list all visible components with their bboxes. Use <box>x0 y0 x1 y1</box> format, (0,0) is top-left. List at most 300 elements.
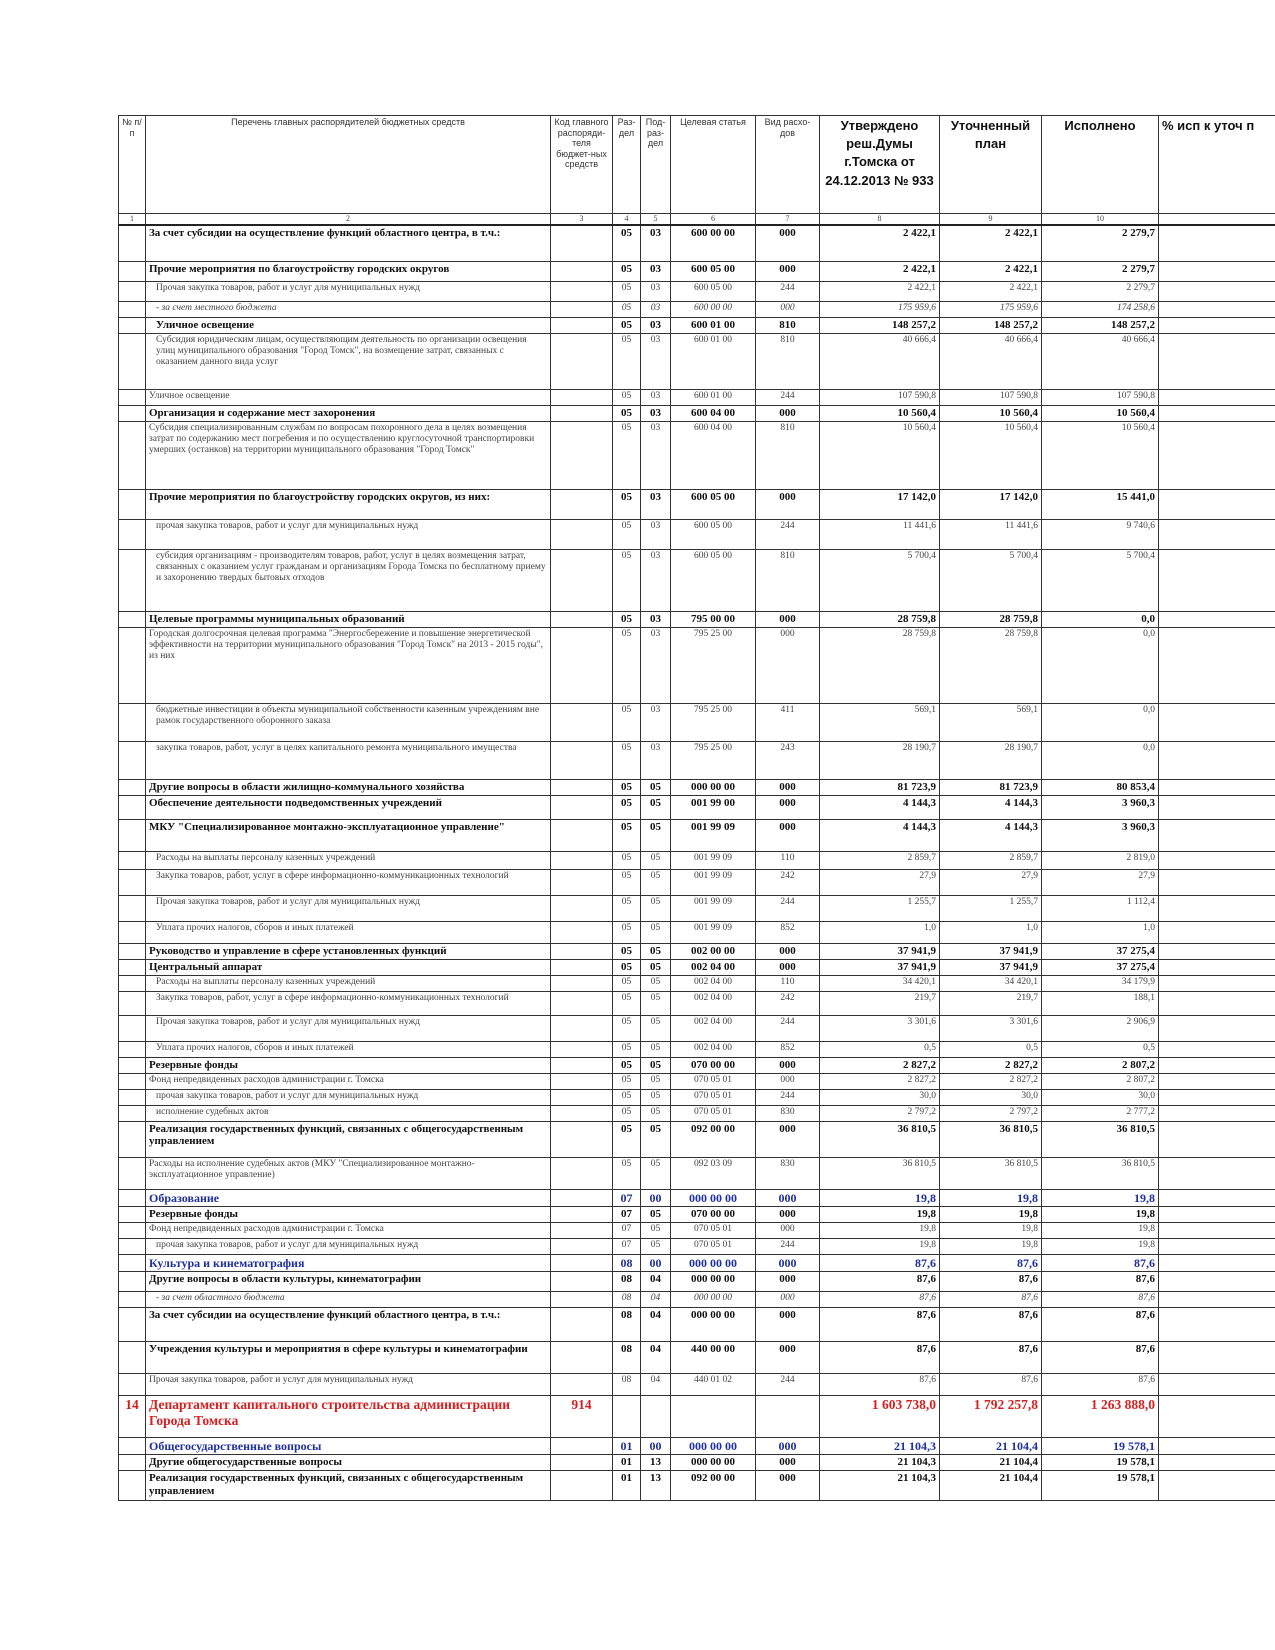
row-vid-cell: 810 <box>756 317 820 333</box>
row-executed-cell: 2 807,2 <box>1042 1073 1159 1089</box>
row-executed-cell: 19,8 <box>1042 1189 1159 1206</box>
row-razdel-cell: 07 <box>613 1206 641 1222</box>
row-percent-cell <box>1159 851 1275 869</box>
index-cell: 8 <box>820 214 940 226</box>
row-refined-cell: 5 700,4 <box>940 549 1042 611</box>
row-code-cell <box>551 281 613 301</box>
row-vid-cell: 000 <box>756 1291 820 1307</box>
row-name-cell: Прочая закупка товаров, работ и услуг для муниципальных нужд <box>146 895 551 921</box>
row-percent-cell <box>1159 795 1275 819</box>
table-row <box>119 1454 1275 1470</box>
row-razdel-cell: 01 <box>613 1437 641 1454</box>
row-executed-cell: 174 258,6 <box>1042 301 1159 317</box>
row-razdel-cell: 07 <box>613 1222 641 1238</box>
row-approved-cell: 19,8 <box>820 1206 940 1222</box>
row-podrazdel-cell: 05 <box>641 959 671 975</box>
row-approved-cell: 19,8 <box>820 1238 940 1254</box>
row-target-cell: 070 05 01 <box>671 1089 756 1105</box>
table-row <box>119 959 1275 975</box>
row-razdel-cell: 05 <box>613 1041 641 1057</box>
row-num-cell <box>119 1157 146 1189</box>
index-cell: 5 <box>641 214 671 226</box>
row-name-cell: Фонд непредвиденных расходов администрации г. Томска <box>146 1222 551 1238</box>
row-razdel-cell: 08 <box>613 1341 641 1373</box>
row-razdel-cell: 05 <box>613 1057 641 1073</box>
row-podrazdel-cell: 03 <box>641 317 671 333</box>
index-cell: 10 <box>1042 214 1159 226</box>
table-row <box>119 301 1275 317</box>
row-percent-cell <box>1159 819 1275 851</box>
row-executed-cell: 0,0 <box>1042 703 1159 741</box>
row-approved-cell: 19,8 <box>820 1222 940 1238</box>
row-refined-cell: 21 104,4 <box>940 1437 1042 1454</box>
row-razdel-cell: 08 <box>613 1291 641 1307</box>
row-name-cell: Закупка товаров, работ, услуг в сфере информационно-коммуникационных технологий <box>146 869 551 895</box>
row-num-cell <box>119 389 146 405</box>
row-vid-cell: 000 <box>756 1206 820 1222</box>
row-name-cell: Прочая закупка товаров, работ и услуг для муниципальных нужд <box>146 1015 551 1041</box>
row-target-cell: 000 00 00 <box>671 779 756 795</box>
row-code-cell <box>551 1222 613 1238</box>
row-target-cell: 002 04 00 <box>671 1041 756 1057</box>
table-row <box>119 261 1275 281</box>
table-row <box>119 921 1275 943</box>
row-podrazdel-cell: 03 <box>641 627 671 703</box>
row-executed-cell: 19,8 <box>1042 1238 1159 1254</box>
row-name-cell: Реализация государственных функций, связанных с общегосударственным управлением <box>146 1121 551 1157</box>
row-podrazdel-cell: 05 <box>641 795 671 819</box>
row-target-cell: 000 00 00 <box>671 1437 756 1454</box>
row-name-cell: Резервные фонды <box>146 1206 551 1222</box>
row-num-cell <box>119 1254 146 1271</box>
row-target-cell: 002 04 00 <box>671 959 756 975</box>
row-podrazdel-cell: 05 <box>641 1222 671 1238</box>
row-target-cell: 600 05 00 <box>671 261 756 281</box>
row-approved-cell: 2 422,1 <box>820 225 940 261</box>
row-percent-cell <box>1159 1454 1275 1470</box>
row-refined-cell: 37 941,9 <box>940 959 1042 975</box>
index-cell: 1 <box>119 214 146 226</box>
row-name-cell: Департамент капитального строительства администрации Города Томска <box>146 1395 551 1437</box>
row-num-cell <box>119 703 146 741</box>
row-vid-cell: 244 <box>756 1238 820 1254</box>
row-percent-cell <box>1159 1470 1275 1500</box>
row-refined-cell: 19,8 <box>940 1206 1042 1222</box>
header-percent: % исп к уточ п <box>1159 116 1275 214</box>
row-refined-cell: 2 797,2 <box>940 1105 1042 1121</box>
row-refined-cell: 4 144,3 <box>940 795 1042 819</box>
row-vid-cell: 000 <box>756 1073 820 1089</box>
table-row <box>119 1373 1275 1395</box>
row-target-cell: 000 00 00 <box>671 1454 756 1470</box>
row-percent-cell <box>1159 421 1275 489</box>
row-code-cell <box>551 819 613 851</box>
row-approved-cell: 2 827,2 <box>820 1073 940 1089</box>
row-approved-cell: 2 797,2 <box>820 1105 940 1121</box>
row-name-cell: Реализация государственных функций, связанных с общегосударственным управлением <box>146 1470 551 1500</box>
row-num-cell <box>119 1454 146 1470</box>
row-target-cell: 000 00 00 <box>671 1307 756 1341</box>
table-row <box>119 1222 1275 1238</box>
table-row <box>119 779 1275 795</box>
header-target: Целевая статья <box>671 116 756 214</box>
row-num-cell <box>119 1470 146 1500</box>
row-razdel-cell: 05 <box>613 389 641 405</box>
table-row <box>119 869 1275 895</box>
row-approved-cell: 87,6 <box>820 1373 940 1395</box>
row-vid-cell: 000 <box>756 405 820 421</box>
row-podrazdel-cell: 05 <box>641 991 671 1015</box>
table-row <box>119 1254 1275 1271</box>
row-refined-cell: 87,6 <box>940 1254 1042 1271</box>
row-refined-cell: 28 759,8 <box>940 611 1042 627</box>
row-refined-cell: 4 144,3 <box>940 819 1042 851</box>
row-percent-cell <box>1159 779 1275 795</box>
row-approved-cell: 10 560,4 <box>820 421 940 489</box>
row-executed-cell: 30,0 <box>1042 1089 1159 1105</box>
row-vid-cell: 000 <box>756 1470 820 1500</box>
row-razdel-cell: 05 <box>613 795 641 819</box>
row-razdel-cell <box>613 1395 641 1437</box>
row-vid-cell: 242 <box>756 869 820 895</box>
table-row <box>119 333 1275 389</box>
row-podrazdel-cell: 04 <box>641 1373 671 1395</box>
row-name-cell: Общегосударственные вопросы <box>146 1437 551 1454</box>
row-executed-cell: 36 810,5 <box>1042 1121 1159 1157</box>
row-podrazdel-cell: 03 <box>641 741 671 779</box>
row-razdel-cell: 05 <box>613 405 641 421</box>
row-num-cell <box>119 1121 146 1157</box>
table-row <box>119 1437 1275 1454</box>
row-vid-cell: 000 <box>756 1222 820 1238</box>
row-refined-cell: 19,8 <box>940 1189 1042 1206</box>
row-code-cell <box>551 405 613 421</box>
row-razdel-cell: 05 <box>613 333 641 389</box>
row-code-cell <box>551 991 613 1015</box>
row-num-cell <box>119 1206 146 1222</box>
row-approved-cell: 1 603 738,0 <box>820 1395 940 1437</box>
row-percent-cell <box>1159 489 1275 519</box>
row-percent-cell <box>1159 1015 1275 1041</box>
row-target-cell: 600 00 00 <box>671 225 756 261</box>
row-percent-cell <box>1159 281 1275 301</box>
row-vid-cell: 000 <box>756 261 820 281</box>
table-row <box>119 1057 1275 1073</box>
row-razdel-cell: 05 <box>613 1073 641 1089</box>
row-executed-cell: 3 960,3 <box>1042 795 1159 819</box>
row-podrazdel-cell: 13 <box>641 1470 671 1500</box>
row-podrazdel-cell: 03 <box>641 489 671 519</box>
row-name-cell: - за счет областного бюджета <box>146 1291 551 1307</box>
row-executed-cell: 10 560,4 <box>1042 405 1159 421</box>
row-name-cell: Другие вопросы в области жилищно-коммунального хозяйства <box>146 779 551 795</box>
row-code-cell <box>551 1105 613 1121</box>
row-refined-cell: 3 301,6 <box>940 1015 1042 1041</box>
header-executed: Исполнено <box>1042 116 1159 214</box>
row-target-cell: 001 99 00 <box>671 795 756 819</box>
row-vid-cell: 244 <box>756 1089 820 1105</box>
row-approved-cell: 569,1 <box>820 703 940 741</box>
row-name-cell: Руководство и управление в сфере установленных функций <box>146 943 551 959</box>
row-executed-cell: 188,1 <box>1042 991 1159 1015</box>
row-approved-cell: 28 759,8 <box>820 611 940 627</box>
row-approved-cell: 36 810,5 <box>820 1157 940 1189</box>
row-razdel-cell: 07 <box>613 1238 641 1254</box>
row-razdel-cell: 05 <box>613 301 641 317</box>
row-executed-cell: 148 257,2 <box>1042 317 1159 333</box>
row-name-cell: МКУ "Специализированное монтажно-эксплуатационное управление" <box>146 819 551 851</box>
row-name-cell: прочая закупка товаров, работ и услуг для муниципальных нужд <box>146 519 551 549</box>
row-vid-cell: 110 <box>756 975 820 991</box>
row-target-cell: 002 04 00 <box>671 975 756 991</box>
table-row <box>119 703 1275 741</box>
row-name-cell: Культура и кинематография <box>146 1254 551 1271</box>
row-executed-cell: 36 810,5 <box>1042 1157 1159 1189</box>
header-code: Код главного распоряди-теля бюджет-ных средств <box>551 116 613 214</box>
row-target-cell: 440 01 02 <box>671 1373 756 1395</box>
row-vid-cell: 000 <box>756 959 820 975</box>
row-target-cell: 001 99 09 <box>671 895 756 921</box>
row-target-cell: 600 05 00 <box>671 489 756 519</box>
row-podrazdel-cell: 05 <box>641 1041 671 1057</box>
row-num-cell <box>119 627 146 703</box>
header-num: № п/п <box>119 116 146 214</box>
row-vid-cell: 243 <box>756 741 820 779</box>
row-code-cell <box>551 1041 613 1057</box>
row-razdel-cell: 08 <box>613 1307 641 1341</box>
row-name-cell: Городская долгосрочная целевая программа "Энергосбережение и повышение энергетической эффективности на территории муниципального образования "Город Томск" на 2013 - 2015 годы", из них <box>146 627 551 703</box>
row-executed-cell: 87,6 <box>1042 1291 1159 1307</box>
row-name-cell: Уличное освещение <box>146 389 551 405</box>
row-razdel-cell: 08 <box>613 1254 641 1271</box>
row-razdel-cell: 05 <box>613 741 641 779</box>
row-num-cell <box>119 1341 146 1373</box>
row-num-cell <box>119 1307 146 1341</box>
row-podrazdel-cell: 05 <box>641 1105 671 1121</box>
row-razdel-cell: 05 <box>613 921 641 943</box>
row-num-cell <box>119 549 146 611</box>
row-code-cell <box>551 225 613 261</box>
row-name-cell: Фонд непредвиденных расходов администрации г. Томска <box>146 1073 551 1089</box>
row-approved-cell: 148 257,2 <box>820 317 940 333</box>
row-code-cell <box>551 1254 613 1271</box>
row-podrazdel-cell: 05 <box>641 1238 671 1254</box>
row-vid-cell: 810 <box>756 421 820 489</box>
row-vid-cell: 000 <box>756 627 820 703</box>
row-code-cell <box>551 741 613 779</box>
row-target-cell: 000 00 00 <box>671 1291 756 1307</box>
row-razdel-cell: 05 <box>613 779 641 795</box>
row-code-cell <box>551 1189 613 1206</box>
table-row <box>119 895 1275 921</box>
row-refined-cell: 1,0 <box>940 921 1042 943</box>
row-podrazdel-cell: 04 <box>641 1307 671 1341</box>
index-cell: 9 <box>940 214 1042 226</box>
table-row <box>119 1121 1275 1157</box>
table-row <box>119 421 1275 489</box>
row-razdel-cell: 01 <box>613 1454 641 1470</box>
row-approved-cell: 2 859,7 <box>820 851 940 869</box>
row-percent-cell <box>1159 1271 1275 1291</box>
row-executed-cell: 0,0 <box>1042 611 1159 627</box>
row-approved-cell: 21 104,3 <box>820 1437 940 1454</box>
row-executed-cell: 2 279,7 <box>1042 281 1159 301</box>
row-executed-cell: 0,5 <box>1042 1041 1159 1057</box>
row-podrazdel-cell: 00 <box>641 1189 671 1206</box>
row-num-cell <box>119 819 146 851</box>
row-percent-cell <box>1159 1073 1275 1089</box>
row-name-cell: За счет субсидии на осуществление функций областного центра, в т.ч.: <box>146 225 551 261</box>
column-index-row <box>119 214 1275 226</box>
row-approved-cell: 1,0 <box>820 921 940 943</box>
table-row <box>119 1395 1275 1437</box>
table-row <box>119 741 1275 779</box>
row-code-cell <box>551 943 613 959</box>
row-refined-cell: 21 104,4 <box>940 1470 1042 1500</box>
row-razdel-cell: 05 <box>613 895 641 921</box>
row-executed-cell: 2 279,7 <box>1042 261 1159 281</box>
row-code-cell <box>551 869 613 895</box>
row-num-cell <box>119 405 146 421</box>
row-refined-cell: 34 420,1 <box>940 975 1042 991</box>
row-executed-cell: 2 906,9 <box>1042 1015 1159 1041</box>
row-executed-cell: 27,9 <box>1042 869 1159 895</box>
row-vid-cell: 244 <box>756 281 820 301</box>
row-refined-cell: 87,6 <box>940 1373 1042 1395</box>
row-percent-cell <box>1159 611 1275 627</box>
row-vid-cell: 852 <box>756 1041 820 1057</box>
row-refined-cell: 0,5 <box>940 1041 1042 1057</box>
row-percent-cell <box>1159 333 1275 389</box>
row-razdel-cell: 05 <box>613 959 641 975</box>
row-percent-cell <box>1159 1341 1275 1373</box>
row-razdel-cell: 05 <box>613 1121 641 1157</box>
row-code-cell <box>551 261 613 281</box>
row-vid-cell: 000 <box>756 779 820 795</box>
row-code-cell <box>551 1121 613 1157</box>
table-row <box>119 1105 1275 1121</box>
row-refined-cell: 2 422,1 <box>940 225 1042 261</box>
row-name-cell: Прочая закупка товаров, работ и услуг для муниципальных нужд <box>146 281 551 301</box>
row-approved-cell: 11 441,6 <box>820 519 940 549</box>
row-name-cell: Уличное освещение <box>146 317 551 333</box>
table-row <box>119 519 1275 549</box>
row-podrazdel-cell: 03 <box>641 281 671 301</box>
row-name-cell: Расходы на выплаты персоналу казенных учреждений <box>146 851 551 869</box>
row-code-cell <box>551 1157 613 1189</box>
row-name-cell: Целевые программы муниципальных образований <box>146 611 551 627</box>
row-name-cell: Уплата прочих налогов, сборов и иных платежей <box>146 921 551 943</box>
row-name-cell: Центральный аппарат <box>146 959 551 975</box>
row-podrazdel-cell: 05 <box>641 1206 671 1222</box>
row-refined-cell: 21 104,4 <box>940 1454 1042 1470</box>
row-target-cell: 000 00 00 <box>671 1189 756 1206</box>
row-vid-cell: 244 <box>756 895 820 921</box>
row-target-cell: 600 05 00 <box>671 281 756 301</box>
row-code-cell <box>551 1073 613 1089</box>
row-num-cell <box>119 975 146 991</box>
row-num-cell <box>119 1238 146 1254</box>
row-executed-cell: 87,6 <box>1042 1341 1159 1373</box>
row-name-cell: - за счет местного бюджета <box>146 301 551 317</box>
row-name-cell: Расходы на выплаты персоналу казенных учреждений <box>146 975 551 991</box>
row-refined-cell: 11 441,6 <box>940 519 1042 549</box>
row-refined-cell: 28 759,8 <box>940 627 1042 703</box>
row-percent-cell <box>1159 943 1275 959</box>
row-target-cell: 070 05 01 <box>671 1238 756 1254</box>
row-refined-cell: 2 422,1 <box>940 261 1042 281</box>
row-num-cell <box>119 519 146 549</box>
row-percent-cell <box>1159 1254 1275 1271</box>
row-code-cell <box>551 421 613 489</box>
row-refined-cell: 219,7 <box>940 991 1042 1015</box>
row-percent-cell <box>1159 921 1275 943</box>
table-row <box>119 1157 1275 1189</box>
row-target-cell: 092 03 09 <box>671 1157 756 1189</box>
table-row <box>119 549 1275 611</box>
row-code-cell <box>551 795 613 819</box>
row-num-cell <box>119 1105 146 1121</box>
row-name-cell: Другие общегосударственные вопросы <box>146 1454 551 1470</box>
row-refined-cell: 10 560,4 <box>940 421 1042 489</box>
row-target-cell: 600 05 00 <box>671 519 756 549</box>
row-percent-cell <box>1159 1041 1275 1057</box>
row-percent-cell <box>1159 1291 1275 1307</box>
row-percent-cell <box>1159 991 1275 1015</box>
row-num-cell <box>119 959 146 975</box>
row-target-cell: 070 05 01 <box>671 1073 756 1089</box>
row-razdel-cell: 01 <box>613 1470 641 1500</box>
row-refined-cell: 36 810,5 <box>940 1121 1042 1157</box>
row-refined-cell: 17 142,0 <box>940 489 1042 519</box>
row-target-cell: 600 04 00 <box>671 421 756 489</box>
row-refined-cell: 1 792 257,8 <box>940 1395 1042 1437</box>
row-executed-cell: 5 700,4 <box>1042 549 1159 611</box>
budget-execution-table <box>118 115 1275 1501</box>
row-percent-cell <box>1159 627 1275 703</box>
row-percent-cell <box>1159 1089 1275 1105</box>
row-podrazdel-cell: 13 <box>641 1454 671 1470</box>
row-target-cell: 000 00 00 <box>671 1271 756 1291</box>
row-executed-cell: 19 578,1 <box>1042 1454 1159 1470</box>
row-executed-cell: 15 441,0 <box>1042 489 1159 519</box>
row-target-cell <box>671 1395 756 1437</box>
row-refined-cell: 81 723,9 <box>940 779 1042 795</box>
budget-table-page <box>118 115 1275 1650</box>
row-num-cell <box>119 1222 146 1238</box>
table-row <box>119 851 1275 869</box>
row-name-cell: Организация и содержание мест захоронения <box>146 405 551 421</box>
row-num-cell <box>119 741 146 779</box>
row-razdel-cell: 05 <box>613 489 641 519</box>
row-code-cell <box>551 549 613 611</box>
row-num-cell <box>119 421 146 489</box>
row-code-cell <box>551 489 613 519</box>
row-refined-cell: 28 190,7 <box>940 741 1042 779</box>
row-percent-cell <box>1159 959 1275 975</box>
row-name-cell: Учреждения культуры и мероприятия в сфере культуры и кинематографии <box>146 1341 551 1373</box>
row-num-cell <box>119 611 146 627</box>
row-num-cell <box>119 1271 146 1291</box>
row-vid-cell: 000 <box>756 1307 820 1341</box>
row-num-cell <box>119 301 146 317</box>
row-executed-cell: 19,8 <box>1042 1206 1159 1222</box>
row-percent-cell <box>1159 1222 1275 1238</box>
row-target-cell: 000 00 00 <box>671 1254 756 1271</box>
row-percent-cell <box>1159 549 1275 611</box>
row-name-cell: Прочие мероприятия по благоустройству городских округов, из них: <box>146 489 551 519</box>
row-vid-cell: 244 <box>756 389 820 405</box>
